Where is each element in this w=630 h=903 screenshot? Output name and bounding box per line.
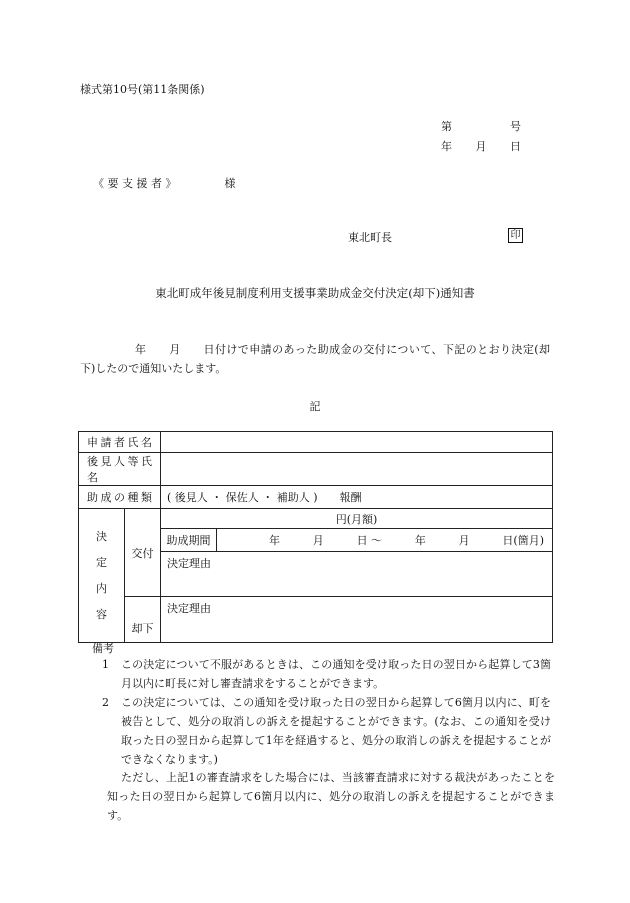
issue-date-month: 月 <box>475 140 487 153</box>
note-proviso: ただし、上記1の審査請求をした場合には、当該審査請求に対する裁決があったことを知った日の翌日から起算して6箇月以内に、処分の取消しの訴えを提起することができます。 <box>107 771 555 822</box>
period-end-day: 日(箇月) <box>502 534 544 547</box>
document-title: 東北町成年後見制度利用支援事業助成金交付決定(却下)通知書 <box>155 286 475 300</box>
note-item <box>103 693 551 769</box>
period-end-month: 月 <box>458 534 470 547</box>
applicant-value <box>161 432 553 453</box>
subsidy-type-value: ( 後見人 ・ 保佐人 ・ 補助人 ) 報酬 <box>161 486 553 509</box>
period-start-year: 年 <box>269 534 280 547</box>
addressee <box>93 175 235 191</box>
decision-char: 内 <box>96 581 107 595</box>
ki-heading: 記 <box>309 400 321 413</box>
form-number: 様式第10号(第11条関係) <box>80 83 205 96</box>
grant-label: 交付 <box>125 509 161 597</box>
guardian-label: 後見人等氏名 <box>79 453 161 486</box>
issue-date <box>441 138 521 154</box>
note-number: 2 <box>102 696 109 709</box>
guardian-value <box>161 453 553 486</box>
applicant-label: 申請者氏名 <box>79 432 161 453</box>
subsidy-type-label: 助成の種類 <box>79 486 161 509</box>
table-row <box>79 432 553 453</box>
table-row <box>79 509 553 529</box>
addressee-honorific: 様 <box>224 177 236 190</box>
issue-number <box>441 118 521 134</box>
reject-label: 却下 <box>125 597 161 643</box>
period-end-year: 年 <box>414 534 426 547</box>
note-text: この決定については、この通知を受け取った日の翌日から起算して6箇月以内に、町を被告として、処分の取消しの訴えを提起することができます。(なお、この通知を受け取った日の翌日から起算して1年を経過すると、処分の取消しの訴えを提起することができなくなります。) <box>121 696 551 766</box>
body-text: 年 月 日付けで申請のあった助成金の交付について、下記のとおり決定(却下)したので通知いたします。 <box>80 343 550 375</box>
issue-number-prefix: 第 <box>441 120 452 133</box>
period-value <box>217 529 553 552</box>
period-start-day: 日 〜 <box>356 534 383 547</box>
decision-char: 定 <box>96 555 107 569</box>
table-row <box>79 453 553 486</box>
addressee-name: 《 要 支 援 者 》 <box>93 177 177 190</box>
issue-number-suffix: 号 <box>510 120 521 133</box>
period-label: 助成期間 <box>161 529 217 552</box>
note-text: この決定について不服があるときは、この通知を受け取った日の翌日から起算して3箇月以内に町長に対し審査請求をすることができます。 <box>121 658 551 690</box>
decision-char: 決 <box>96 529 107 543</box>
seal-stamp: 印 <box>508 228 523 243</box>
period-start-month: 月 <box>312 534 324 547</box>
reject-reason-label: 決定理由 <box>161 597 553 643</box>
table-row <box>79 597 553 643</box>
issuer-title: 東北町長 <box>348 231 392 244</box>
decision-char: 容 <box>96 607 107 621</box>
grant-reason-label: 決定理由 <box>161 552 553 597</box>
subsidy-table <box>78 431 553 643</box>
notes-heading: 備考 <box>92 642 114 655</box>
note-number: 1 <box>102 658 109 671</box>
issue-date-day: 日 <box>510 140 521 153</box>
table-row <box>79 486 553 509</box>
issue-date-year: 年 <box>441 140 452 153</box>
decision-label <box>79 509 125 643</box>
note-item <box>103 655 551 693</box>
amount-text: 円(月額) <box>161 509 553 529</box>
